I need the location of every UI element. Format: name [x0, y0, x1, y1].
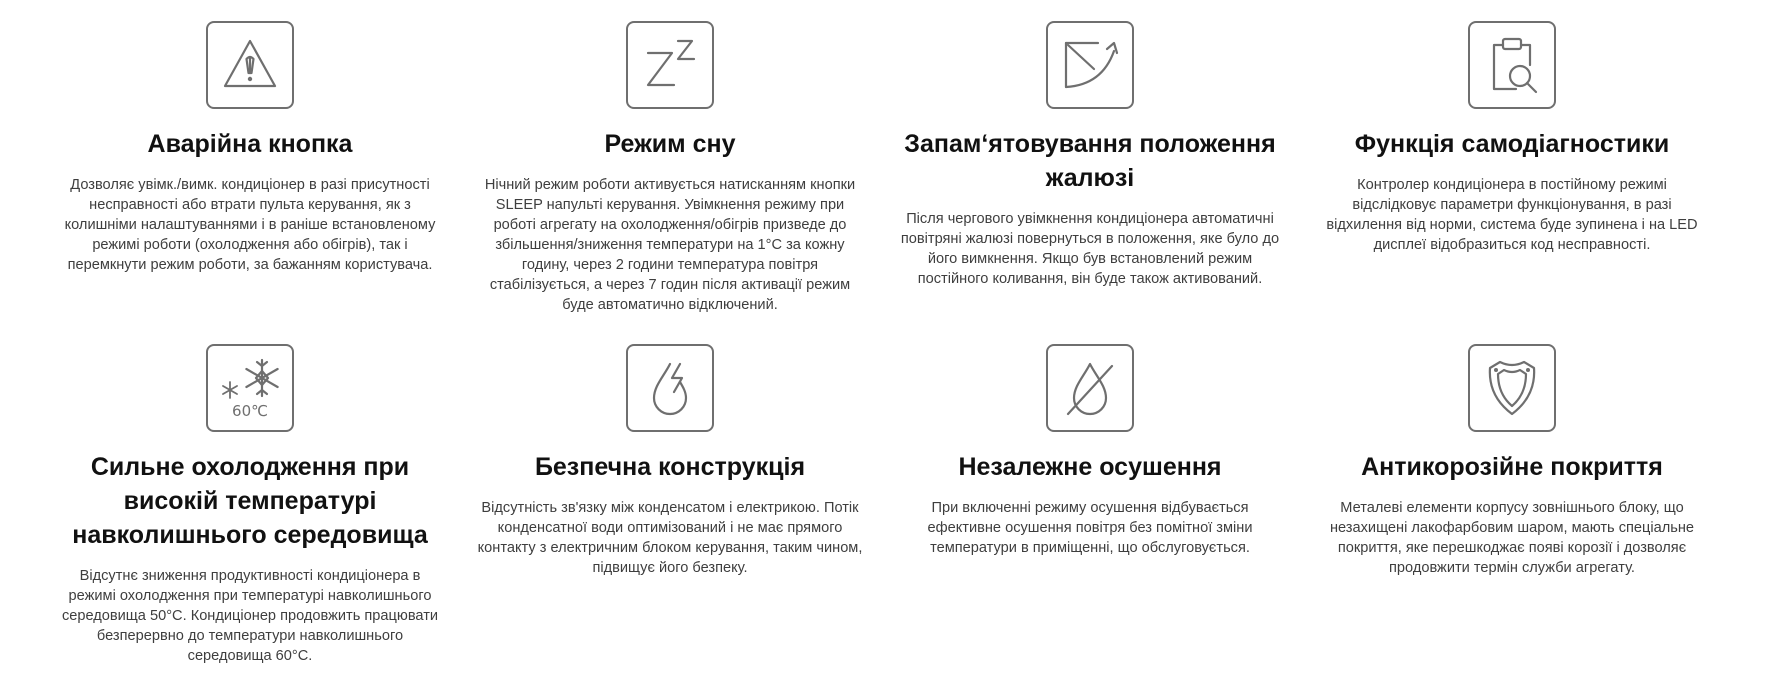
feature-title: Запам‘ятовування положення жалюзі	[904, 130, 1276, 192]
feature-title: Антикорозійне покриття	[1361, 453, 1663, 481]
feature-description: Контролер кондиціонера в постійному режимі відслідковує параметри функціонування, в разі відхилення від норми, система буде зупинена і на LED дисплеї відобразиться код несправності.	[1326, 177, 1698, 253]
feature-anticorrosion-coating	[1307, 344, 1717, 578]
feature-strong-cooling	[45, 344, 455, 666]
feature-independent-dehumidification	[885, 344, 1295, 558]
drop-lightning-icon	[626, 344, 714, 432]
drop-crossed-icon	[1046, 344, 1134, 432]
feature-title: Сильне охолодження при високій температурі навколишнього середовища	[72, 453, 428, 549]
feature-description: При включенні режиму осушення відбувається ефективне осушення повітря без помітної зміни температури в приміщенні, що обслуговується.	[927, 500, 1253, 556]
feature-title: Безпечна конструкція	[534, 453, 806, 481]
warning-triangle-icon	[206, 21, 294, 109]
feature-louver-memory	[885, 21, 1295, 289]
feature-description: Нічний режим роботи активується натисканням кнопки SLEEP напульті керування. Увімкнення режиму при роботі агрегату на охолодження/обігрів призведе до збільшення/зниження температури на 1°С за кожну годину, через 2 години температура повітря стабілізується, а через 7 годин після активації режим буде автоматично відключений.	[484, 177, 856, 313]
feature-title: Незалежне осушення	[958, 453, 1222, 481]
feature-description: Відсутнє зниження продуктивності кондиціонера в режимі охолодження при температурі навколишнього середовища 50°С. Кондиціонер продовжить працювати безперервно до температури навколишнього середовища 60°С.	[61, 568, 439, 664]
feature-emergency-button	[45, 21, 455, 275]
feature-title: Функція самодіагностики	[1354, 130, 1670, 158]
snowflake-temperature-icon	[206, 344, 294, 432]
feature-title: Аварійна кнопка	[147, 130, 353, 158]
temperature-label: 60℃	[232, 402, 268, 420]
feature-description: Дозволяє увімк./вимк. кондиціонер в разі присутності несправності або втрати пульта керування, як з колишніми налаштуваннями і в раніше встановленому режимі роботи (охолодження або обігрів), так і перемкнути режим роботи, за бажанням користувача.	[64, 177, 436, 273]
feature-description: Металеві елементи корпусу зовнішнього блоку, що незахищені лакофарбовим шаром, мають спеціальне покриття, яке перешкоджає появі корозії і дозволяє продовжити термін служби агрегату.	[1329, 500, 1695, 576]
feature-safe-construction	[465, 344, 875, 578]
sleep-zz-icon	[626, 21, 714, 109]
feature-self-diagnostics	[1307, 21, 1717, 255]
louver-position-icon	[1046, 21, 1134, 109]
feature-description: Після чергового увімкнення кондиціонера автоматичні повітряні жалюзі повернуться в положення, яке було до його вимкнення. Якщо був встановлений режим постійного коливання, він буде також активований.	[900, 211, 1280, 287]
feature-description: Відсутність зв'язку між конденсатом і електрикою. Потік конденсатної води оптимізований і не має прямого контакту з електричним блоком керування, таким чином, підвищує його безпеку.	[477, 500, 863, 576]
feature-sleep-mode	[465, 21, 875, 315]
feature-title: Режим сну	[604, 130, 736, 158]
shield-icon	[1468, 344, 1556, 432]
clipboard-search-icon	[1468, 21, 1556, 109]
